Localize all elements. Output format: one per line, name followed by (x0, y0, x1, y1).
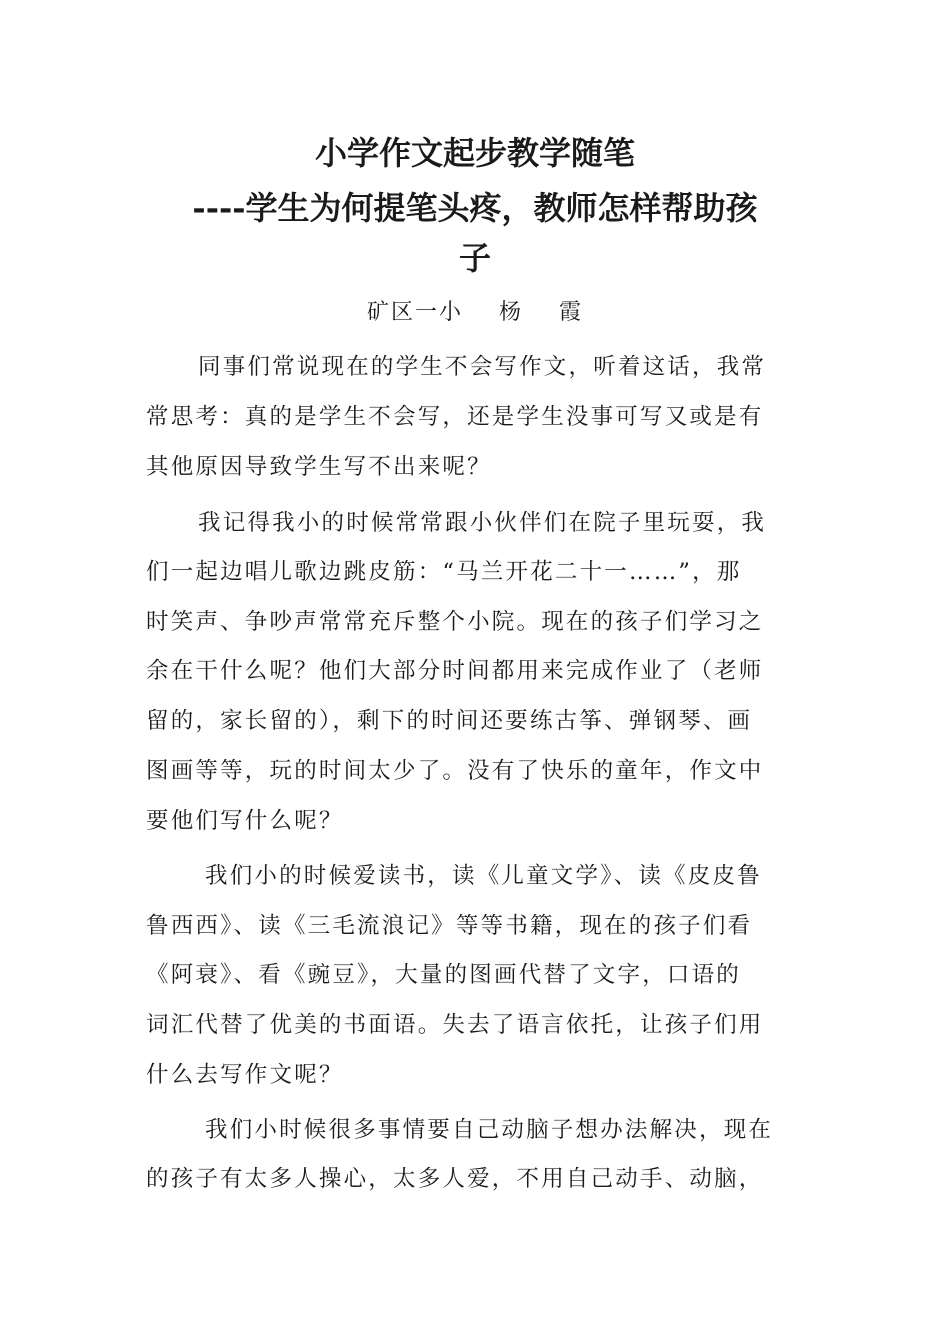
title-subtitle-end: 子 (458, 239, 491, 277)
paragraph-line: 《阿衰》、看《豌豆》，大量的图画代替了文字，口语的 (146, 962, 742, 988)
paragraph-line: 们一起边唱儿歌边跳皮筋：“马兰开花二十一……”，那 (146, 559, 742, 585)
paragraph-line: 图画等等，玩的时间太少了。没有了快乐的童年，作文中 (146, 758, 764, 784)
paragraph-line: 同事们常说现在的学生不会写作文，听着这话，我常 (198, 354, 767, 380)
paragraph-line: 的孩子有太多人操心，太多人爱，不用自己动手、动脑， (146, 1166, 764, 1192)
paragraph-line: 余在干什么呢？他们大部分时间都用来完成作业了（老师 (146, 658, 764, 684)
paragraph-line: 词汇代替了优美的书面语。失去了语言依托，让孩子们用 (146, 1012, 764, 1038)
paragraph-line: 时笑声、争吵声常常充斥整个小院。现在的孩子们学习之 (146, 609, 764, 635)
title-subtitle: ----学生为何提笔头疼，教师怎样帮助孩 (192, 189, 758, 227)
paragraph-line: 我记得我小的时候常常跟小伙伴们在院子里玩耍，我 (198, 510, 767, 536)
paragraph-line: 要他们写什么呢？ (146, 808, 344, 834)
paragraph-line: 我们小时候很多事情要自己动脑子想办法解决，现在 (205, 1117, 774, 1143)
paragraph-line: 什么去写作文呢？ (146, 1062, 344, 1088)
author-line: 矿区一小 杨 霞 (367, 300, 583, 325)
paragraph-line: 其他原因导致学生写不出来呢？ (146, 454, 492, 480)
paragraph-line: 常思考：真的是学生不会写，还是学生没事可写又或是有 (146, 404, 764, 430)
paragraph-line: 留的，家长留的），剩下的时间还要练古筝、弹钢琴、画 (146, 708, 753, 734)
title-main: 小学作文起步教学随笔 (314, 134, 635, 172)
paragraph-line: 我们小的时候爱读书，读《儿童文学》、读《皮皮鲁 (205, 863, 762, 889)
paragraph-line: 鲁西西》、读《三毛流浪记》等等书籍，现在的孩子们看 (146, 913, 753, 939)
